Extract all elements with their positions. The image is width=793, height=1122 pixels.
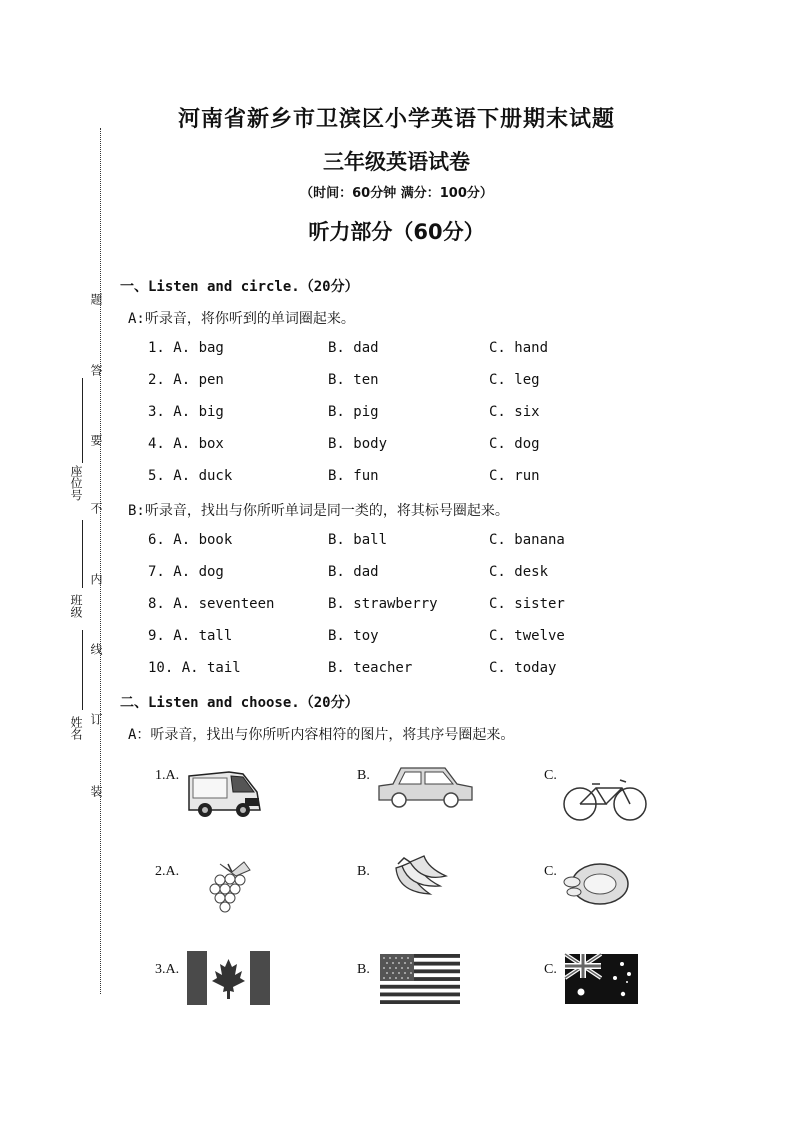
section2-partA: A：听录音，找出与你所听内容相符的图片，将其序号圈起来。: [128, 727, 515, 743]
binding-char-6: 线: [89, 643, 103, 655]
section1-partA: A:听录音，将你听到的单词圈起来。: [128, 311, 355, 327]
option-a[interactable]: 2. A. pen: [148, 372, 224, 388]
option-c[interactable]: C. dog: [489, 436, 540, 452]
option-b[interactable]: B. pig: [328, 404, 379, 420]
peach-icon: [560, 860, 630, 906]
option-a[interactable]: 6. A. book: [148, 532, 233, 548]
page-subtitle: 三年级英语试卷: [323, 150, 470, 174]
car-icon: [377, 762, 475, 808]
bicycle-icon: [562, 784, 648, 816]
option-b[interactable]: B. fun: [328, 468, 379, 484]
section2-heading: 二、Listen and choose.（20分）: [120, 695, 359, 711]
option-a[interactable]: 7. A. dog: [148, 564, 224, 580]
binding-char-8: 装: [89, 785, 103, 797]
usa-flag-icon: [380, 954, 460, 1004]
australia-flag-icon: [565, 954, 638, 1004]
list-item: [0, 468, 793, 488]
seat-number-label: 座位号: [69, 465, 83, 501]
list-item: [0, 436, 793, 456]
option-b[interactable]: B. strawberry: [328, 596, 438, 612]
q3-option-c-label: C.: [544, 962, 557, 977]
option-c[interactable]: C. today: [489, 660, 557, 676]
name-label: 姓名: [69, 716, 83, 740]
canada-flag-icon: [187, 951, 270, 1005]
exam-info: （时间：60分钟 满分：100分）: [300, 186, 493, 201]
option-c[interactable]: C. desk: [489, 564, 549, 580]
q3-option-a-label: 3.A.: [155, 962, 180, 977]
binding-dotted-line: [100, 128, 101, 994]
option-a[interactable]: 10. A. tail: [148, 660, 241, 676]
binding-char-3: 要: [89, 434, 103, 446]
option-a[interactable]: 9. A. tall: [148, 628, 233, 644]
option-b[interactable]: B. teacher: [328, 660, 413, 676]
q1-option-c-label: C.: [544, 768, 557, 783]
q1-option-b-label: B.: [357, 768, 370, 783]
page-title: 河南省新乡市卫滨区小学英语下册期末试题: [177, 107, 615, 132]
option-c[interactable]: C. six: [489, 404, 540, 420]
option-a[interactable]: 8. A. seventeen: [148, 596, 275, 612]
list-item: [0, 660, 793, 680]
option-c[interactable]: C. banana: [489, 532, 565, 548]
option-c[interactable]: C. leg: [489, 372, 540, 388]
q3-option-b-label: B.: [357, 962, 370, 977]
option-a[interactable]: 3. A. big: [148, 404, 224, 420]
q2-option-c-label: C.: [544, 864, 557, 879]
option-c[interactable]: C. run: [489, 468, 540, 484]
part-title: 听力部分（60分）: [308, 220, 485, 244]
option-a[interactable]: 4. A. box: [148, 436, 224, 452]
option-b[interactable]: B. dad: [328, 564, 379, 580]
option-b[interactable]: B. toy: [328, 628, 379, 644]
binding-char-2: 答: [89, 364, 103, 376]
list-item: [0, 372, 793, 392]
binding-char-7: 订: [89, 713, 103, 725]
option-b[interactable]: B. ten: [328, 372, 379, 388]
list-item: [0, 404, 793, 424]
van-icon: [185, 762, 263, 818]
list-item: [0, 596, 793, 616]
option-b[interactable]: B. dad: [328, 340, 379, 356]
list-item: [0, 628, 793, 648]
q2-option-b-label: B.: [357, 864, 370, 879]
q1-option-a-label: 1.A.: [155, 768, 180, 783]
binding-char-5: 内: [89, 573, 103, 585]
option-b[interactable]: B. body: [328, 436, 388, 452]
q2-option-a-label: 2.A.: [155, 864, 180, 879]
bananas-icon: [390, 854, 450, 902]
list-item: [0, 532, 793, 552]
class-label: 班级: [69, 594, 83, 618]
option-b[interactable]: B. ball: [328, 532, 388, 548]
binding-char-4: 不: [89, 502, 103, 514]
section1-partB: B:听录音，找出与你所听单词是同一类的，将其标号圈起来。: [128, 503, 509, 519]
grapes-icon: [206, 862, 260, 914]
option-c[interactable]: C. hand: [489, 340, 549, 356]
option-a[interactable]: 5. A. duck: [148, 468, 233, 484]
option-c[interactable]: C. sister: [489, 596, 565, 612]
option-c[interactable]: C. twelve: [489, 628, 565, 644]
list-item: [0, 340, 793, 360]
section1-heading: 一、Listen and circle.（20分）: [120, 279, 359, 295]
list-item: [0, 564, 793, 584]
binding-char-1: 题: [89, 293, 103, 305]
option-a[interactable]: 1. A. bag: [148, 340, 224, 356]
